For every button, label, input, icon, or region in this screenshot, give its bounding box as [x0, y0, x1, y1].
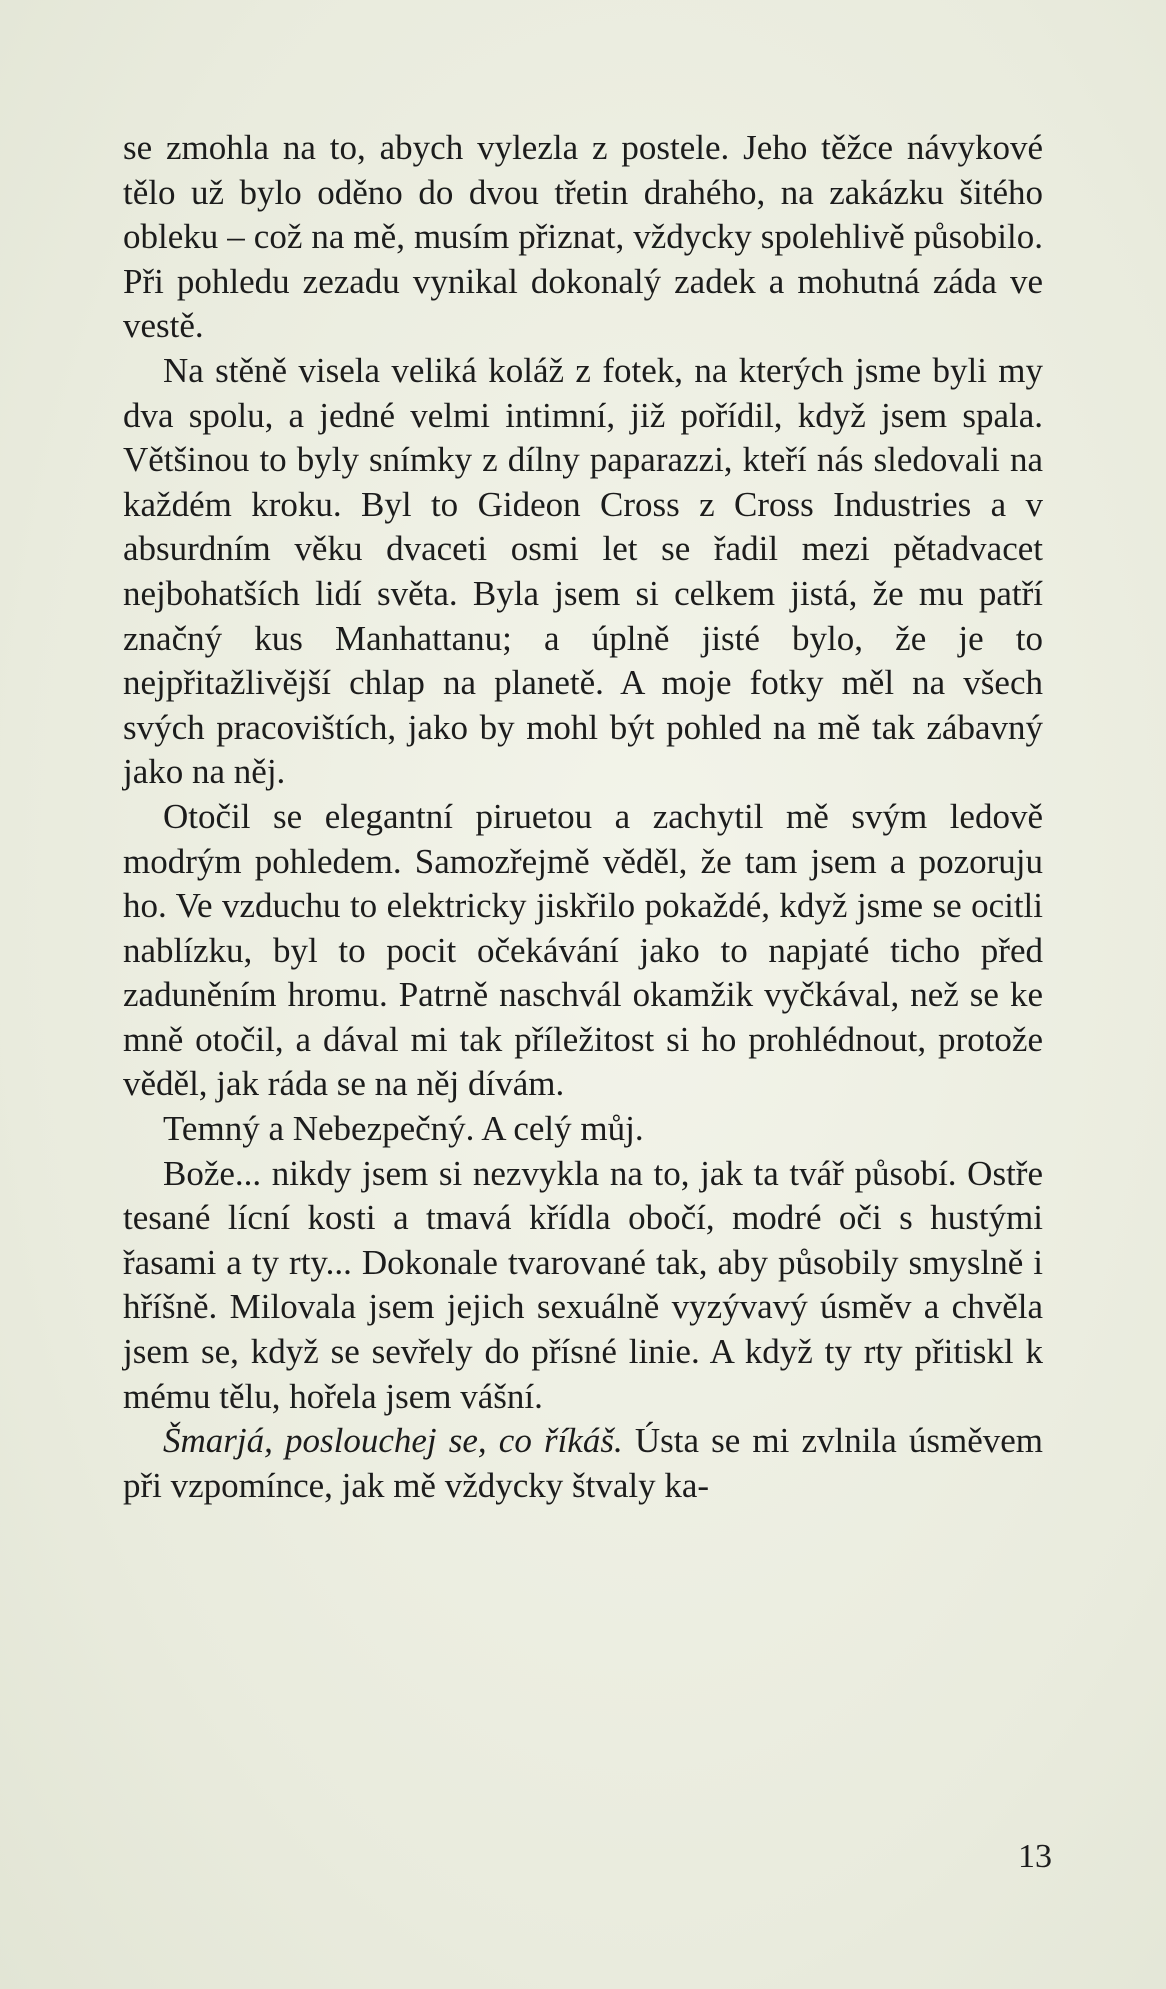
paragraph-6	[123, 1419, 1043, 1508]
paragraph-5: Bože... nikdy jsem si nezvykla na to, jak ta tvář působí. Ostře tesané lícní kosti a tmavá křídla obočí, modré oči s hustými řasami a ty rty... Dokonale tvarované tak, aby působily smyslně i hříšně. Milovala jsem jejich sexuálně vyzývavý úsměv a chvěla jsem se, když se sevřely do přísné linie. A když ty rty přitiskl k mému tělu, hořela jsem vášní.	[123, 1153, 1043, 1416]
paragraph-6-text: Ústa se mi zvlnila úsměvem při vzpomínce, jak mě vždycky štvaly ka-	[123, 1421, 1043, 1505]
italic-thought: Šmarjá, poslouchej se, co říkáš.	[163, 1421, 623, 1461]
paragraph-4: Temný a Nebezpečný. A celý můj.	[163, 1109, 644, 1149]
paragraph-3: Otočil se elegantní piruetou a zachytil mě svým ledově modrým pohledem. Samozřejmě věděl, že tam jsem a pozoruju ho. Ve vzduchu to elektricky jiskřilo pokaždé, když jsme se ocitli nablízku, byl to pocit očekávání jako to napjaté ticho před zaduněním hromu. Patrně naschvál okamžik vyčkával, než se ke mně otočil, a dával mi tak příležitost si ho prohlédnout, protože věděl, jak ráda se na něj dívám.	[123, 796, 1043, 1104]
paragraph-2: Na stěně visela veliká koláž z fotek, na kterých jsme byli my dva spolu, a jedné velmi intimní, již pořídil, když jsem spala. Většinou to byly snímky z dílny paparazzi, kteří nás sledovali na každém kroku. Byl to Gideon Cross z Cross Industries a v absurdním věku dvaceti osmi let se řadil mezi pětadvacet nejbohatších lidí světa. Byla jsem si celkem jistá, že mu patří značný kus Manhattanu; a úplně jisté bylo, že je to nejpřitažlivější chlap na planetě. A moje fotky měl na všech svých pracovištích, jako by mohl být pohled na mě tak zábavný jako na něj.	[123, 350, 1043, 792]
body-text	[123, 126, 1043, 1508]
paragraph-1: se zmohla na to, abych vylezla z postele. Jeho těžce návykové tělo už bylo oděno do dvou třetin drahého, na zakázku šitého obleku – což na mě, musím přiznat, vždycky spolehlivě působilo. Při pohledu zezadu vynikal dokonalý zadek a mohutná záda ve vestě.	[123, 128, 1043, 346]
page-number: 13	[1018, 1838, 1052, 1875]
